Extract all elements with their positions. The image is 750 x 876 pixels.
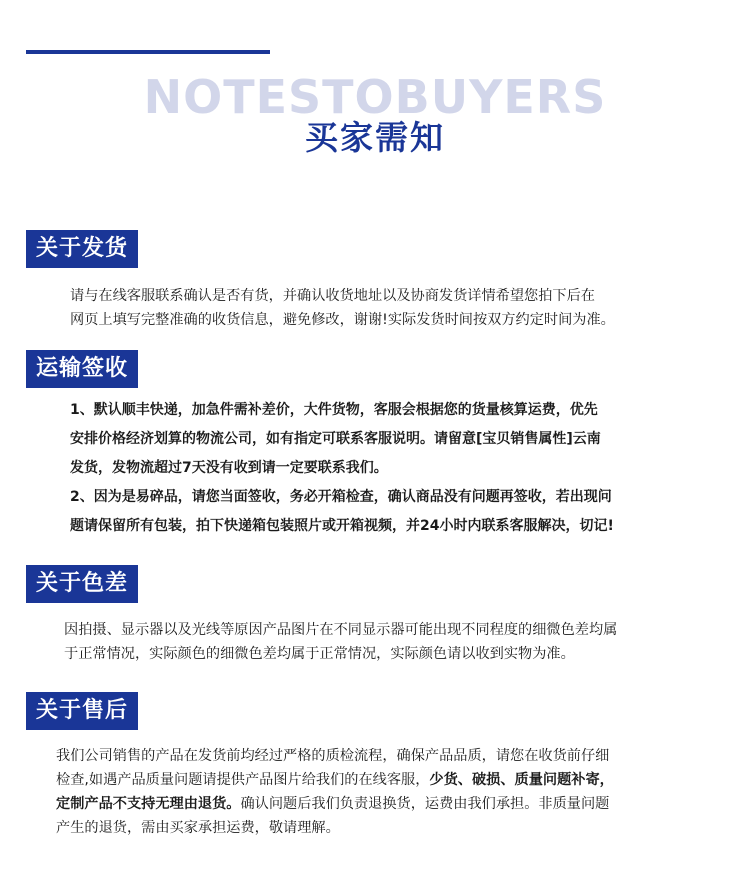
text-line: 安排价格经济划算的物流公司，如有指定可联系客服说明。请留意[宝贝销售属性]云南: [70, 431, 601, 447]
section-heading-color-difference: 关于色差: [26, 565, 138, 603]
text-line: 产生的退货，需由买家承担运费，敬请理解。: [56, 820, 340, 836]
text-line: 2、因为是易碎品，请您当面签收，务必开箱检查，确认商品没有问题再签收，若出现问: [70, 489, 612, 505]
section-body-delivery: [70, 396, 614, 541]
page-title: 买家需知: [305, 118, 445, 157]
text-line: 请与在线客服联系确认是否有货，并确认收货地址以及协商发货详情希望您拍下后在: [70, 288, 595, 304]
section-heading-shipping: 关于发货: [26, 230, 138, 268]
text-segment: 检查,如遇产品质量问题请提供产品图片给我们的在线客服，: [56, 772, 430, 788]
text-segment-bold: 少货、破损、质量问题补寄，: [429, 772, 614, 788]
section-heading-delivery: 运输签收: [26, 350, 138, 388]
text-segment-bold: 定制产品不支持无理由退货。: [56, 796, 241, 812]
section-body-after-sales: [56, 744, 614, 840]
section-heading-after-sales: 关于售后: [26, 692, 138, 730]
background-title: NOTESTOBUYERS: [143, 70, 607, 124]
text-line: 发货，发物流超过7天没有收到请一定要联系我们。: [70, 460, 388, 476]
section-body-color-difference: [64, 618, 617, 666]
text-line: 1、默认顺丰快递，加急件需补差价，大件货物，客服会根据您的货量核算运费，优先: [70, 402, 598, 418]
text-segment: 确认问题后我们负责退换货，运费由我们承担。非质量问题: [240, 796, 610, 812]
section-body-shipping: [70, 284, 615, 332]
text-line: 题请保留所有包装，拍下快递箱包装照片或开箱视频，并24小时内联系客服解决，切记!: [70, 518, 614, 534]
text-line: 于正常情况，实际颜色的细微色差均属于正常情况，实际颜色请以收到实物为准。: [64, 646, 575, 662]
text-line: [56, 768, 614, 792]
text-line: 我们公司销售的产品在发货前均经过严格的质检流程，确保产品品质，请您在收货前仔细: [56, 748, 610, 764]
text-line: [56, 792, 614, 816]
top-accent-line: [26, 50, 270, 54]
text-line: 网页上填写完整准确的收货信息，避免修改，谢谢!实际发货时间按双方约定时间为准。: [70, 312, 615, 328]
text-line: 因拍摄、显示器以及光线等原因产品图片在不同显示器可能出现不同程度的细微色差均属: [64, 622, 618, 638]
